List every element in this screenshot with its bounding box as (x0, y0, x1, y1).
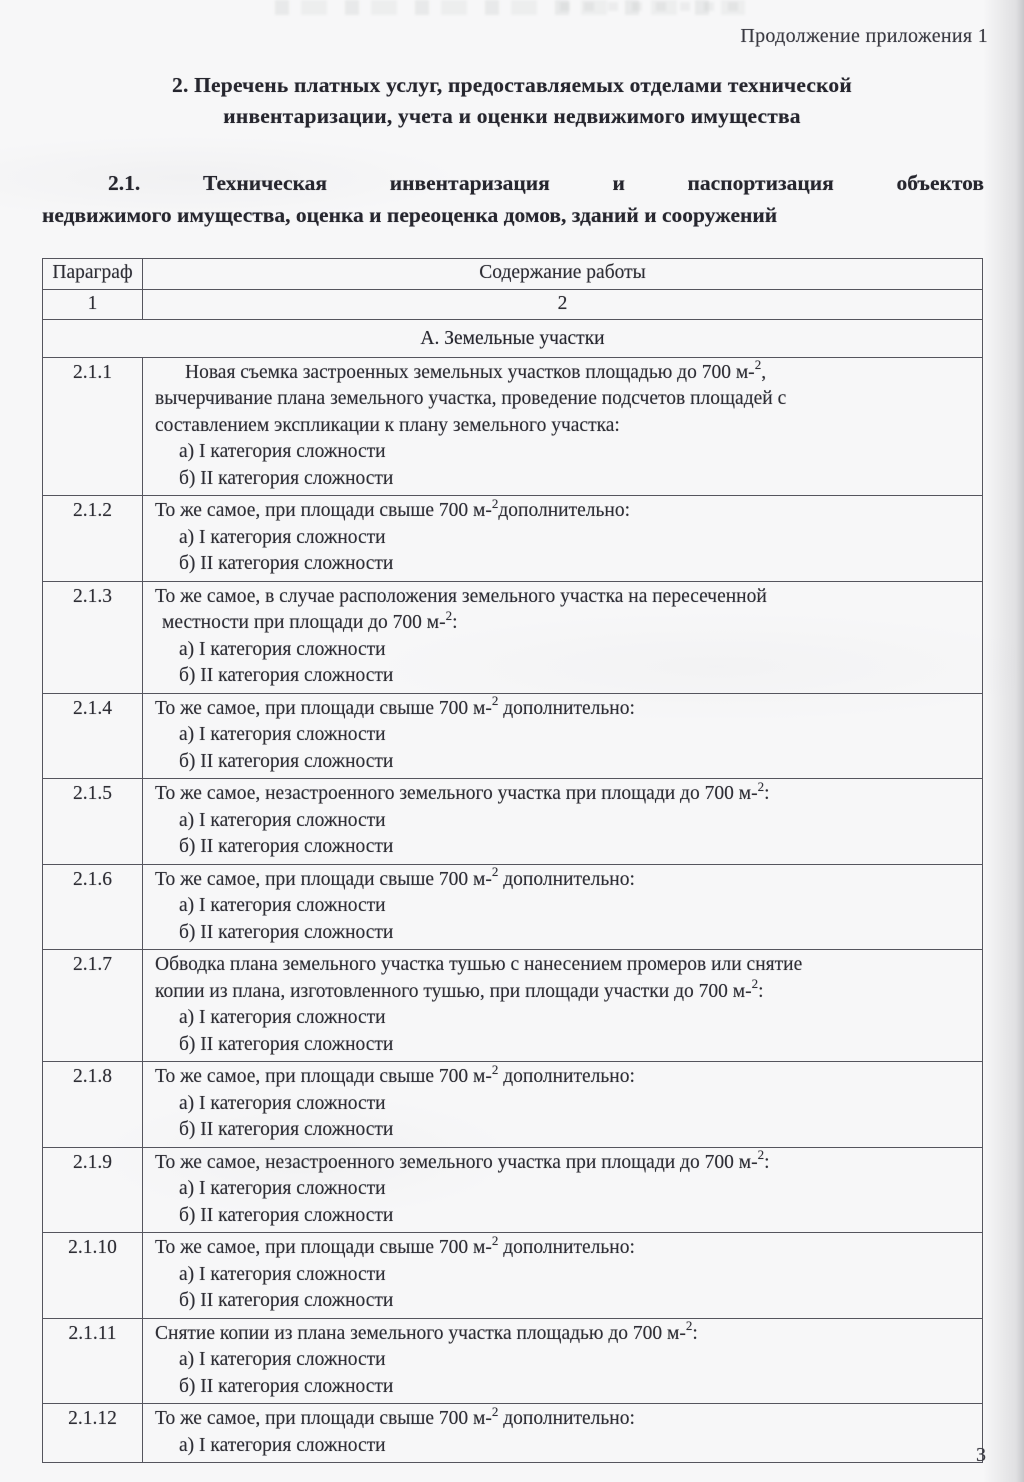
section-subtitle-line1: 2.1. Техническая инвентаризация и паспортизация объектов (108, 171, 984, 195)
content-line: б) II категория сложности (179, 553, 394, 574)
superscript-square: 2 (491, 693, 499, 708)
content-line: а) I категория сложности (179, 1007, 386, 1028)
scan-bleedthrough-smudge (560, 2, 750, 11)
row-work-content (143, 779, 983, 865)
superscript-square: 2 (491, 1061, 499, 1077)
document-title (30, 70, 994, 132)
row-paragraph-number: 2.1.6 (43, 864, 143, 950)
content-line: То же самое, при площади свыше 700 м-$^2$дополнительно: (155, 495, 630, 521)
row-work-content (143, 1062, 983, 1148)
document-title-line1: 2. Перечень платных услуг, предоставляемых отделами технической (172, 73, 852, 97)
row-paragraph-number: 2.1.12 (43, 1404, 143, 1463)
content-line: б) II категория сложности (179, 1119, 394, 1140)
row-paragraph-number: 2.1.4 (43, 693, 143, 779)
content-line: а) I категория сложности (179, 1178, 386, 1199)
row-work-content (143, 357, 983, 496)
column-number-1: 1 (43, 289, 143, 320)
column-number-2: 2 (143, 289, 983, 320)
content-line: а) I категория сложности (179, 638, 386, 660)
section-header-land-plots: А. Земельные участки (43, 320, 983, 358)
content-line: а) I категория сложности (179, 526, 386, 548)
content-line: а) I категория сложности (179, 1434, 386, 1456)
superscript-square: 2 (445, 607, 453, 623)
content-line: вычерчивание плана земельного участка, проведение подсчетов площадей с (155, 388, 787, 409)
content-line: б) II категория сложности (179, 836, 394, 857)
document-title-line2: инвентаризации, учета и оценки недвижимого имущества (223, 104, 801, 128)
column-header-paragraph: Параграф (43, 259, 143, 290)
superscript-square: 2 (491, 1403, 499, 1419)
content-line: Обводка плана земельного участка тушью с нанесением промеров или снятие (155, 954, 803, 975)
content-line: а) I категория сложности (179, 441, 386, 462)
row-work-content (143, 1233, 983, 1319)
content-line: местности при площади до 700 м-$^2$: (162, 607, 458, 633)
content-line: Снятие копии из плана земельного участка площадью до 700 м-$^2$: (155, 1318, 698, 1344)
appendix-continuation-note: Продолжение приложения 1 (740, 25, 988, 47)
content-line: а) I категория сложности (179, 1092, 386, 1114)
row-paragraph-number: 2.1.1 (43, 357, 143, 496)
content-line: б) II категория сложности (179, 1290, 394, 1311)
row-paragraph-number: 2.1.7 (43, 950, 143, 1062)
row-work-content (143, 581, 983, 693)
content-line: а) I категория сложности (179, 895, 386, 916)
table-row (43, 496, 983, 582)
content-line: То же самое, незастроенного земельного участка при площади до 700 м-$^2$: (155, 778, 770, 804)
content-line: а) I категория сложности (179, 809, 386, 831)
superscript-square: 2 (757, 1147, 765, 1162)
row-paragraph-number: 2.1.2 (43, 496, 143, 582)
page-number: 3 (976, 1444, 986, 1466)
table-row (43, 693, 983, 779)
content-line: а) I категория сложности (179, 1349, 386, 1370)
content-line: б) II категория сложности (179, 921, 394, 943)
table-row (43, 1147, 983, 1233)
column-number-row (43, 289, 983, 320)
row-work-content (143, 1404, 983, 1463)
row-paragraph-number: 2.1.10 (43, 1233, 143, 1319)
row-work-content (143, 864, 983, 950)
row-work-content (143, 693, 983, 779)
superscript-square: 2 (491, 1232, 499, 1248)
content-line: составлением экспликации к плану земельного участка: (155, 414, 620, 436)
row-paragraph-number: 2.1.8 (43, 1062, 143, 1148)
superscript-square: 2 (491, 495, 499, 511)
content-line: То же самое, при площади свыше 700 м-$^2$ дополнительно: (155, 693, 635, 719)
content-line: а) I категория сложности (179, 1263, 386, 1285)
superscript-square: 2 (685, 1318, 693, 1333)
row-work-content (143, 950, 983, 1062)
table-row (43, 950, 983, 1062)
table-row (43, 864, 983, 950)
row-work-content (143, 496, 983, 582)
row-work-content (143, 1318, 983, 1404)
content-line: б) II категория сложности (179, 750, 394, 772)
content-line: То же самое, в случае расположения земельного участка на пересеченной (155, 585, 767, 607)
row-paragraph-number: 2.1.5 (43, 779, 143, 865)
row-paragraph-number: 2.1.11 (43, 1318, 143, 1404)
content-line: б) II категория сложности (179, 1033, 394, 1055)
superscript-square: 2 (751, 976, 759, 991)
services-table-head (43, 259, 983, 358)
content-line: Новая съемка застроенных земельных участков площадью до 700 м-$^2$, (185, 357, 767, 383)
column-header-work-content: Содержание работы (143, 259, 983, 290)
superscript-square: 2 (754, 357, 762, 372)
content-line: б) II категория сложности (179, 665, 394, 686)
services-table-body (43, 357, 983, 1463)
table-row (43, 1404, 983, 1463)
services-table (42, 258, 983, 1463)
table-row (43, 581, 983, 693)
section-subtitle (42, 167, 984, 231)
content-line: То же самое, незастроенного земельного участка при площади до 700 м-$^2$: (155, 1147, 770, 1173)
row-paragraph-number: 2.1.3 (43, 581, 143, 693)
row-paragraph-number: 2.1.9 (43, 1147, 143, 1233)
content-line: То же самое, при площади свыше 700 м-$^2$ дополнительно: (155, 864, 635, 890)
section-header-row (43, 320, 983, 358)
content-line: а) I категория сложности (179, 724, 386, 745)
content-line: То же самое, при площади свыше 700 м-$^2$ дополнительно: (155, 1232, 635, 1258)
content-line: То же самое, при площади свыше 700 м-$^2$ дополнительно: (155, 1061, 635, 1087)
row-work-content (143, 1147, 983, 1233)
superscript-square: 2 (491, 864, 499, 879)
table-row (43, 357, 983, 496)
content-line: б) II категория сложности (179, 467, 394, 489)
content-line: б) II категория сложности (179, 1204, 394, 1226)
content-line: б) II категория сложности (179, 1375, 394, 1397)
table-row (43, 779, 983, 865)
content-line: копии из плана, изготовленного тушью, при площади участки до 700 м-$^2$: (155, 976, 764, 1002)
table-row (43, 1233, 983, 1319)
superscript-square: 2 (757, 778, 765, 794)
content-line: То же самое, при площади свыше 700 м-$^2$ дополнительно: (155, 1403, 635, 1429)
table-header-row (43, 259, 983, 290)
table-row (43, 1318, 983, 1404)
table-row (43, 1062, 983, 1148)
section-subtitle-line2: недвижимого имущества, оценка и переоценка домов, зданий и сооружений (42, 203, 778, 227)
